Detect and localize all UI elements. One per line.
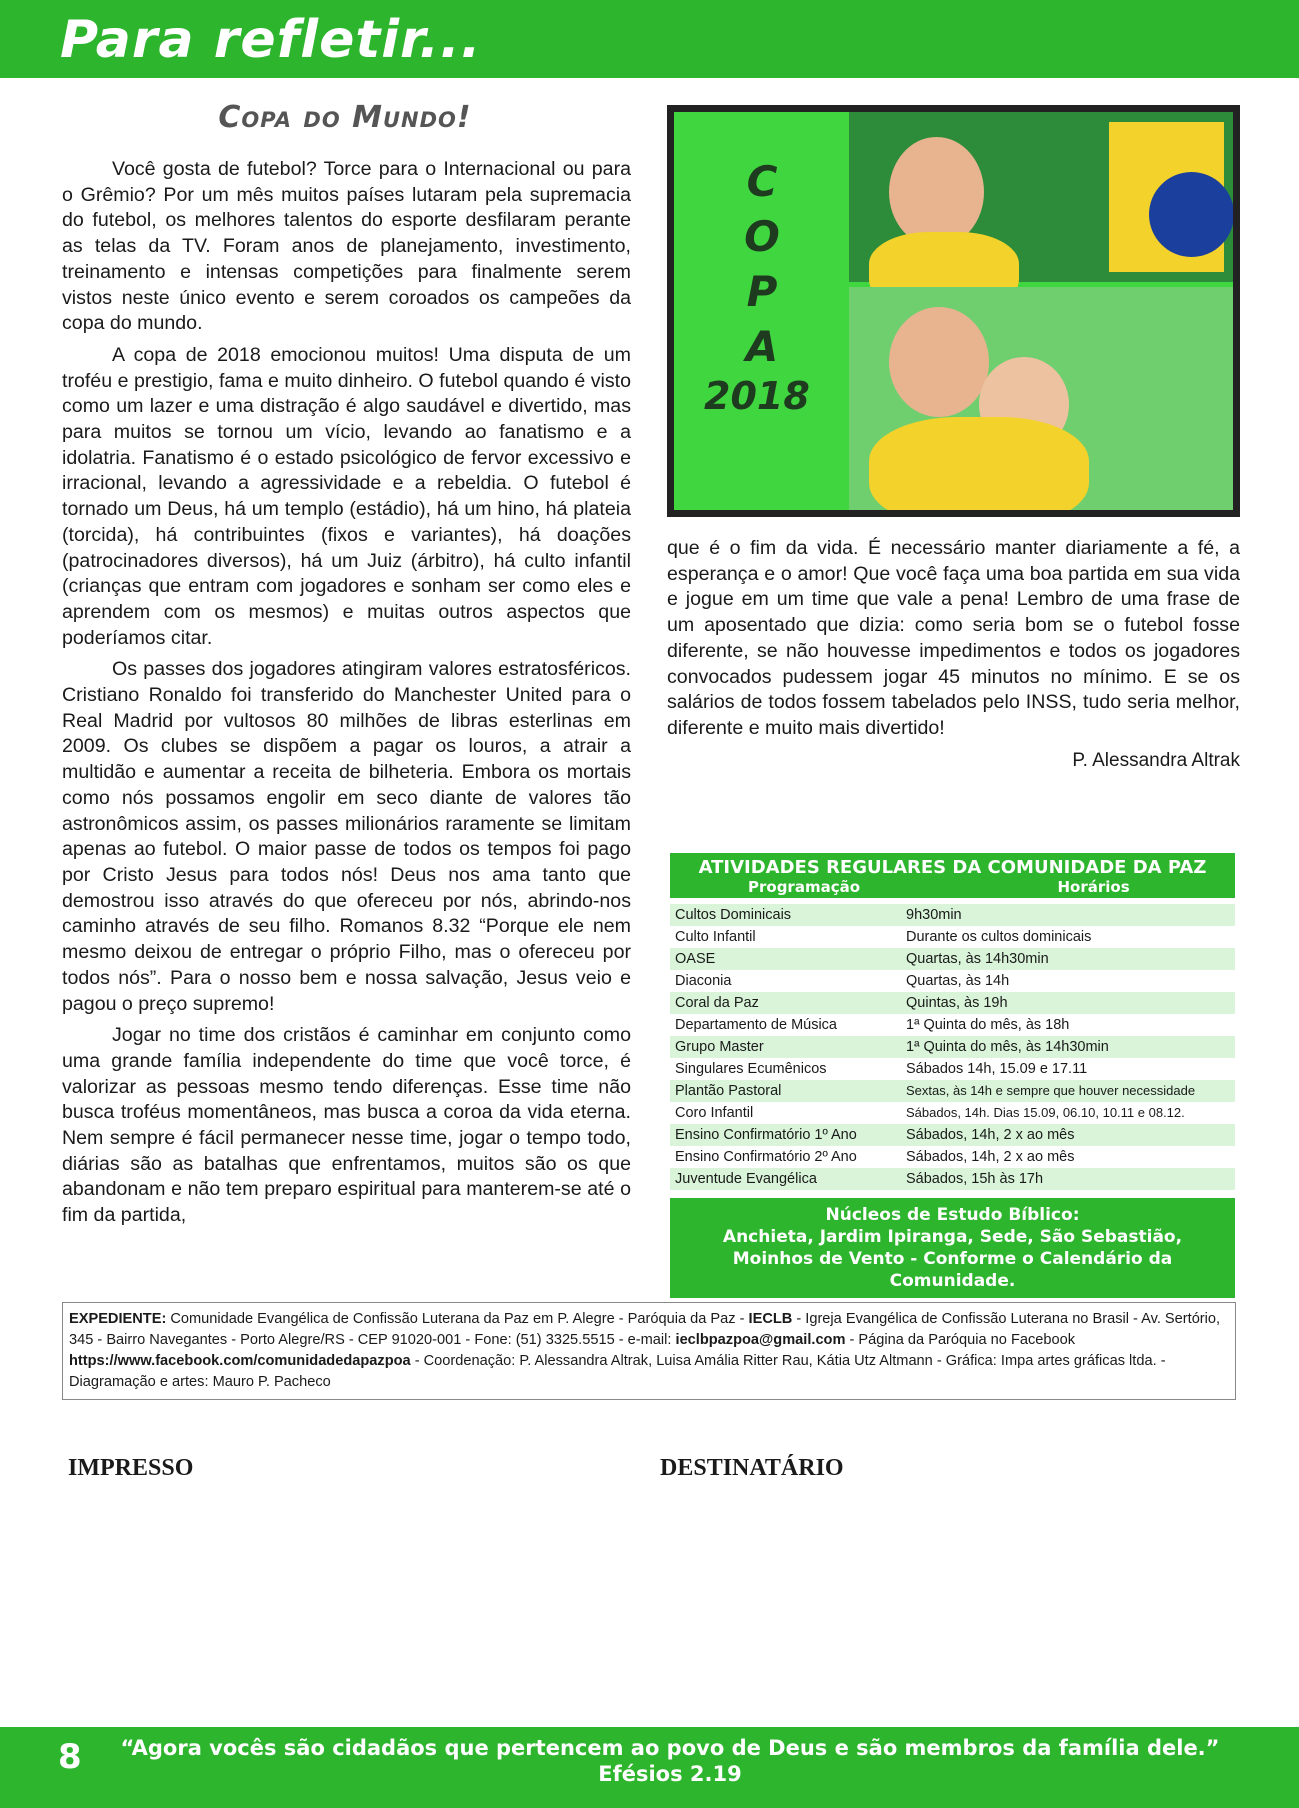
letter-o: O — [744, 212, 780, 261]
activity-time: Sábados, 14h. Dias 15.09, 06.10, 10.11 e 08.12. — [906, 1105, 1185, 1120]
child-face-icon — [889, 137, 984, 247]
activity-time: 1ª Quinta do mês, às 18h — [906, 1017, 1070, 1033]
footer-bar — [0, 1727, 1299, 1808]
activity-row — [670, 948, 1235, 970]
bible-study-line-1: Núcleos de Estudo Bíblico: — [825, 1205, 1080, 1225]
article-column-right — [667, 536, 1240, 772]
expediente-text-1: Comunidade Evangélica de Confissão Luterana da Paz em P. Alegre - Paróquia da Paz - — [166, 1311, 749, 1327]
activity-time: 9h30min — [900, 904, 1235, 926]
bible-study-line-2: Anchieta, Jardim Ipiranga, Sede, São Sebastião, — [722, 1227, 1183, 1247]
photo-children-hugging — [849, 287, 1233, 510]
activity-time: Sábados, 14h, 2 x ao mês — [900, 1124, 1235, 1146]
activities-title: ATIVIDADES REGULARES DA COMUNIDADE DA PAZ — [698, 857, 1207, 878]
expediente-text-3: - Página da Paróquia no Facebook — [845, 1332, 1076, 1348]
expediente-box — [62, 1302, 1236, 1400]
page-number: 8 — [58, 1737, 82, 1777]
activity-row — [670, 1058, 1235, 1080]
activity-row — [670, 926, 1235, 948]
child-face-icon — [889, 307, 989, 417]
expediente-text-2: - Igreja Evangélica de Confissão Luterana no Brasil - Av. Sertório, 345 - Bairro Navegantes - Porto Alegre/RS - CEP 91020-001 - Fone: (51) 3325.5515 - e-mail: — [69, 1311, 1221, 1348]
letter-c: C — [746, 157, 778, 206]
paragraph-4: Jogar no time dos cristãos é caminhar em conjunto como uma grande família independente do time que você torce, é valorizar as pessoas mesmo tendo diferenças. Esse time não busca troféus momentâneos, mas busca a coroa da vida eterna. Nem sempre é fácil permanecer nesse time, jogar o tempo todo, diárias são as batalhas que enfrentamos, muitos são os que abandonam e não tem preparo espiritual para manterem-se até o fim da partida, — [62, 1024, 631, 1227]
activity-row — [670, 1014, 1235, 1036]
copa-2018-photo — [667, 105, 1240, 517]
expediente-ieclb: IECLB — [748, 1311, 793, 1327]
photo-collage — [674, 112, 1233, 510]
activity-time: Sextas, às 14h e sempre que houver necessidade — [900, 1080, 1235, 1102]
flag-globe-icon — [1149, 172, 1233, 257]
activity-row — [670, 1124, 1235, 1146]
activity-name: Cultos Dominicais — [670, 904, 900, 926]
activity-name: Grupo Master — [670, 1036, 900, 1058]
activity-time: Sábados 14h, 15.09 e 17.11 — [906, 1061, 1088, 1077]
activity-row — [670, 1168, 1235, 1190]
expediente-email-link[interactable]: ieclbpazpoa@gmail.com — [675, 1332, 846, 1348]
article-title: Copa do Mundo! — [218, 100, 472, 135]
activity-time: Sábados, 15h às 17h — [900, 1168, 1235, 1190]
copa-letters — [732, 154, 792, 374]
paragraph-1: Você gosta de futebol? Torce para o Internacional ou para o Grêmio? Por um mês muitos países lutaram pela supremacia do futebol, os melhores talentos do esporte desfilaram perante as telas da TV. Foram anos de planejamento, investimento, treinamento e intensas competições para finalmente serem vistos neste único evento e serem coroados os campeões da copa do mundo. — [62, 158, 631, 335]
activity-name: Coral da Paz — [670, 992, 900, 1014]
activity-name: Diaconia — [675, 973, 732, 989]
activities-column-headers — [678, 878, 1227, 896]
expediente-text-4: - Coordenação: P. Alessandra Altrak, Luisa Amália Ritter Rau, Kátia Utz Altmann - Gráfica: Impa artes gráficas ltda. - Diagramação e artes: Mauro P. Pacheco — [69, 1353, 1166, 1390]
activity-row — [670, 1146, 1235, 1168]
article-column-left — [62, 157, 631, 1235]
activities-table — [670, 853, 1235, 1298]
photo-child-with-flag — [849, 112, 1233, 282]
activities-rows — [670, 904, 1235, 1190]
section-title: Para refletir... — [60, 10, 482, 70]
destinatario-label: DESTINATÁRIO — [660, 1455, 844, 1481]
activity-row — [670, 1102, 1235, 1124]
activity-time: Quartas, às 14h — [906, 973, 1010, 989]
header-bar — [0, 0, 1299, 78]
column-hours: Horários — [1057, 878, 1130, 896]
activity-time: 1ª Quinta do mês, às 14h30min — [900, 1036, 1235, 1058]
column-program: Programação — [748, 878, 861, 896]
activity-name: Culto Infantil — [675, 929, 756, 945]
activity-name: OASE — [670, 948, 900, 970]
footer-quote — [100, 1735, 1240, 1787]
activity-time: Quartas, às 14h30min — [900, 948, 1235, 970]
activity-row — [670, 904, 1235, 926]
activity-time: Sábados, 14h, 2 x ao mês — [906, 1149, 1075, 1165]
photo-year: 2018 — [704, 374, 810, 418]
letter-p: P — [746, 267, 778, 316]
activity-row — [670, 970, 1235, 992]
expediente-facebook-link[interactable]: https://www.facebook.com/comunidadedapazpoa — [69, 1353, 411, 1369]
activity-name: Coro Infantil — [675, 1105, 754, 1121]
activity-row — [670, 1036, 1235, 1058]
author-signature: P. Alessandra Altrak — [1072, 749, 1240, 771]
activity-row — [670, 992, 1235, 1014]
impresso-label: IMPRESSO — [68, 1455, 194, 1481]
activity-name: Ensino Confirmatório 2º Ano — [675, 1149, 857, 1165]
bible-reference: Efésios 2.19 — [598, 1762, 742, 1786]
paragraph-2: A copa de 2018 emocionou muitos! Uma disputa de um troféu e prestigio, fama e muito dinheiro. O futebol quando é visto como um lazer e uma distração é algo saudável e divertido, mas para muitos se tornou um vício, levando ao fanatismo e a idolatria. Fanatismo é o estado psicológico de fervor excessivo e irracional, levando a agressividade e a rebeldia. O futebol é tornado um Deus, há um templo (estádio), há um hino, há plateia (torcida), há contribuintes (fixos e variantes), há doações (patrocinadores diversos), há um Juiz (árbitro), há culto infantil (crianças que entram com jogadores e sonham ser como eles e aprendem com os mesmos) e muitas outros aspectos que poderíamos citar. — [62, 343, 631, 649]
bible-study-notice — [670, 1198, 1235, 1298]
activity-name: Singulares Ecumênicos — [675, 1061, 827, 1077]
bible-study-line-3: Moinhos de Vento - Conforme o Calendário da Comunidade. — [732, 1249, 1173, 1291]
activity-name: Juventude Evangélica — [670, 1168, 900, 1190]
activity-name: Ensino Confirmatório 1º Ano — [670, 1124, 900, 1146]
activity-time: Quintas, às 19h — [900, 992, 1235, 1014]
paragraph-3: Os passes dos jogadores atingiram valores estratosféricos. Cristiano Ronaldo foi transferido do Manchester United para o Real Madrid por vultosos 80 milhões de libras esterlinas em 2009. Os clubes se dispõem a pagar os louros, a atrair a multidão e aumentar a receita de bilheteria. Embora os mortais como nós possamos engolir em seco diante de valores tão astronômicos assim, os passes milionários raramente se limitam apenas ao futebol. O maior passe de todos os tempos foi pago por Cristo Jesus para todos nós! Deus nos ama tanto que demostrou isso através do que ofereceu por nós, abrindo-nos caminho através de seu filho. Romanos 8.32 “Porque ele nem mesmo deixou de entregar o próprio Filho, mas o ofereceu por todos nós”. Para o nosso bem e nossa salvação, Jesus veio e pagou o preço supremo! — [62, 658, 631, 1015]
expediente-label: EXPEDIENTE: — [69, 1311, 167, 1327]
letter-a: A — [745, 322, 779, 371]
activity-name: Departamento de Música — [675, 1017, 837, 1033]
paragraph-5: que é o fim da vida. É necessário manter diariamente a fé, a esperança e o amor! Que você faça uma boa partida em sua vida e jogue em um time que vale a pena! Lembro de uma frase de um aposentado que dizia: como seria bom se o futebol fosse diferente, se não houvesse impedimentos e todos os jogadores convocados pudessem jogar 45 minutos no mínimo. E se os salários de todos fossem tabelados pelo INSS, tudo seria melhor, diferente e muito mais divertido! — [667, 537, 1240, 739]
bible-quote: “Agora vocês são cidadãos que pertencem ao povo de Deus e são membros da família dele.” — [120, 1736, 1220, 1760]
activity-name: Plantão Pastoral — [670, 1080, 900, 1102]
activity-row — [670, 1080, 1235, 1102]
activities-header — [670, 853, 1235, 898]
child-shirt-icon — [869, 417, 1089, 510]
activity-time: Durante os cultos dominicais — [906, 929, 1092, 945]
